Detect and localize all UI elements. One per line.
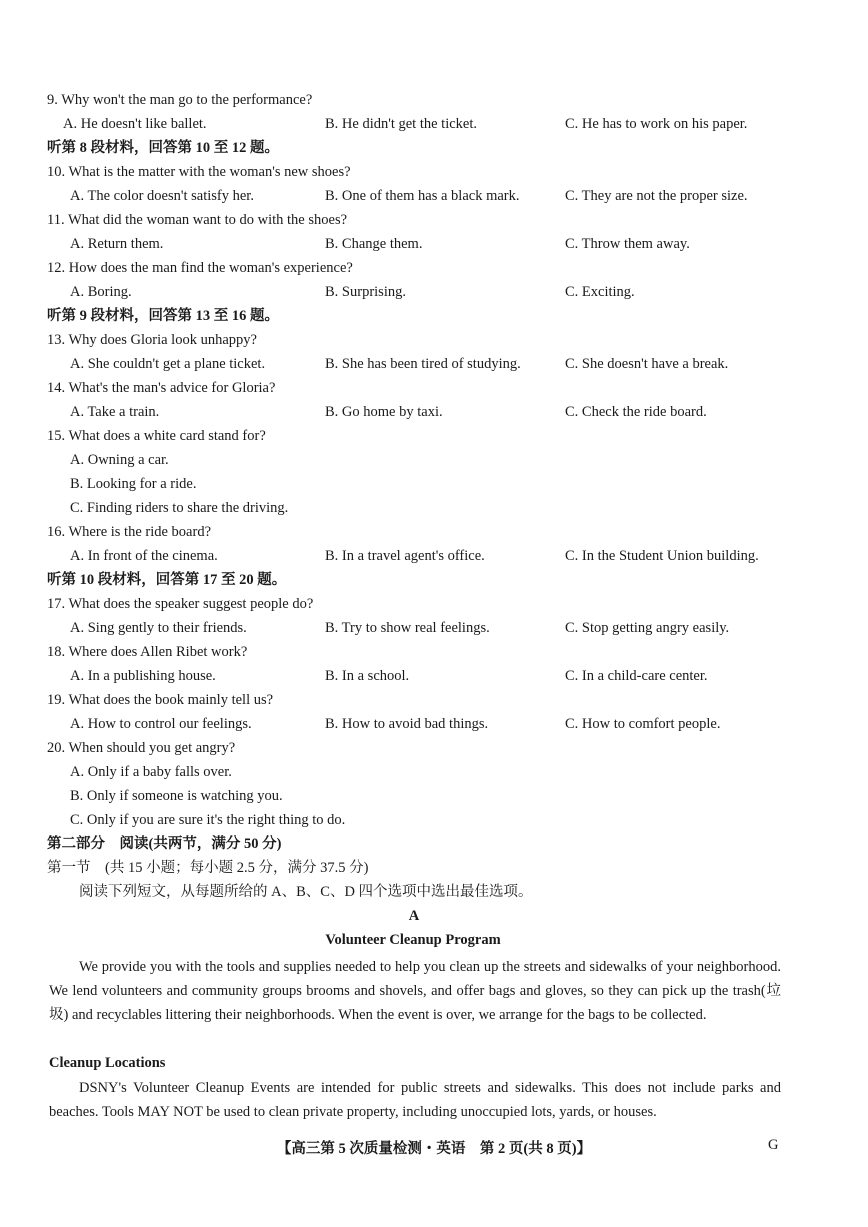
q19-option-c: C. How to comfort people.	[565, 716, 721, 732]
q18-option-a: A. In a publishing house.	[70, 668, 216, 684]
q12-option-b: B. Surprising.	[325, 284, 406, 300]
q10-option-b: B. One of them has a black mark.	[325, 188, 520, 204]
q15-option-a: A. Owning a car.	[70, 452, 169, 468]
question-10: 10. What is the matter with the woman's new shoes?	[47, 164, 351, 180]
q9-option-c: C. He has to work on his paper.	[565, 116, 748, 132]
question-17: 17. What does the speaker suggest people do?	[47, 596, 314, 612]
q18-option-c: C. In a child-care center.	[565, 668, 708, 684]
q9-option-a: A. He doesn't like ballet.	[63, 116, 207, 132]
passage-paragraph-2: DSNY's Volunteer Cleanup Events are intended for public streets and sidewalks. This does not include parks and beaches. Tools MAY NOT be used to clean private property, including unoccupied lots, yards, or houses.	[49, 1080, 781, 1120]
question-13: 13. Why does Gloria look unhappy?	[47, 332, 257, 348]
q12-option-a: A. Boring.	[70, 284, 132, 300]
passage-title: Volunteer Cleanup Program	[325, 932, 501, 948]
page-footer: 【高三第 5 次质量检测・英语 第 2 页(共 8 页)】	[276, 1141, 592, 1157]
q20-option-b: B. Only if someone is watching you.	[70, 788, 283, 804]
question-12: 12. How does the man find the woman's experience?	[47, 260, 353, 276]
section-9-heading: 听第 9 段材料，回答第 13 至 16 题。	[47, 308, 279, 324]
q14-option-b: B. Go home by taxi.	[325, 404, 443, 420]
q13-option-b: B. She has been tired of studying.	[325, 356, 521, 372]
q11-option-b: B. Change them.	[325, 236, 423, 252]
question-18: 18. Where does Allen Ribet work?	[47, 644, 248, 660]
q20-option-a: A. Only if a baby falls over.	[70, 764, 232, 780]
q14-option-c: C. Check the ride board.	[565, 404, 707, 420]
question-20: 20. When should you get angry?	[47, 740, 236, 756]
section-10-heading: 听第 10 段材料，回答第 17 至 20 题。	[47, 572, 287, 588]
q9-option-b: B. He didn't get the ticket.	[325, 116, 478, 132]
q13-option-c: C. She doesn't have a break.	[565, 356, 729, 372]
q12-option-c: C. Exciting.	[565, 284, 635, 300]
part-2-section-1-heading: 第一节 (共 15 小题；每小题 2.5 分，满分 37.5 分)	[47, 860, 369, 876]
passage-letter: A	[408, 908, 420, 924]
question-19: 19. What does the book mainly tell us?	[47, 692, 274, 708]
cleanup-locations-subheading: Cleanup Locations	[49, 1055, 166, 1071]
q16-option-b: B. In a travel agent's office.	[325, 548, 485, 564]
question-14: 14. What's the man's advice for Gloria?	[47, 380, 276, 396]
section-8-heading: 听第 8 段材料，回答第 10 至 12 题。	[47, 140, 279, 156]
q11-option-a: A. Return them.	[70, 236, 164, 252]
q16-option-a: A. In front of the cinema.	[70, 548, 218, 564]
q11-option-c: C. Throw them away.	[565, 236, 690, 252]
q17-option-a: A. Sing gently to their friends.	[70, 620, 247, 636]
q17-option-b: B. Try to show real feelings.	[325, 620, 490, 636]
q18-option-b: B. In a school.	[325, 668, 410, 684]
q14-option-a: A. Take a train.	[70, 404, 160, 420]
passage-paragraph-1: We provide you with the tools and supplies needed to help you clean up the streets and sidewalks of your neighborhood. We lend volunteers and community groups brooms and shovels, and offer bags and gloves, so they can pick up the trash(垃圾) and recyclables littering their neighborhoods. When the event is over, we arrange for the bags to be collected.	[49, 959, 781, 1023]
q19-option-b: B. How to avoid bad things.	[325, 716, 489, 732]
q17-option-c: C. Stop getting angry easily.	[565, 620, 730, 636]
paper-code: G	[768, 1137, 779, 1153]
question-15: 15. What does a white card stand for?	[47, 428, 266, 444]
q19-option-a: A. How to control our feelings.	[70, 716, 252, 732]
q16-option-c: C. In the Student Union building.	[565, 548, 759, 564]
q20-option-c: C. Only if you are sure it's the right thing to do.	[70, 812, 346, 828]
q13-option-a: A. She couldn't get a plane ticket.	[70, 356, 266, 372]
q10-option-c: C. They are not the proper size.	[565, 188, 748, 204]
question-16: 16. Where is the ride board?	[47, 524, 212, 540]
question-9: 9. Why won't the man go to the performance?	[47, 92, 313, 108]
part-2-heading: 第二部分 阅读(共两节，满分 50 分)	[47, 836, 282, 852]
question-11: 11. What did the woman want to do with the shoes?	[47, 212, 348, 228]
q10-option-a: A. The color doesn't satisfy her.	[70, 188, 254, 204]
q15-option-c: C. Finding riders to share the driving.	[70, 500, 289, 516]
q15-option-b: B. Looking for a ride.	[70, 476, 197, 492]
reading-instruction: 阅读下列短文，从每题所给的 A、B、C、D 四个选项中选出最佳选项。	[79, 884, 533, 900]
